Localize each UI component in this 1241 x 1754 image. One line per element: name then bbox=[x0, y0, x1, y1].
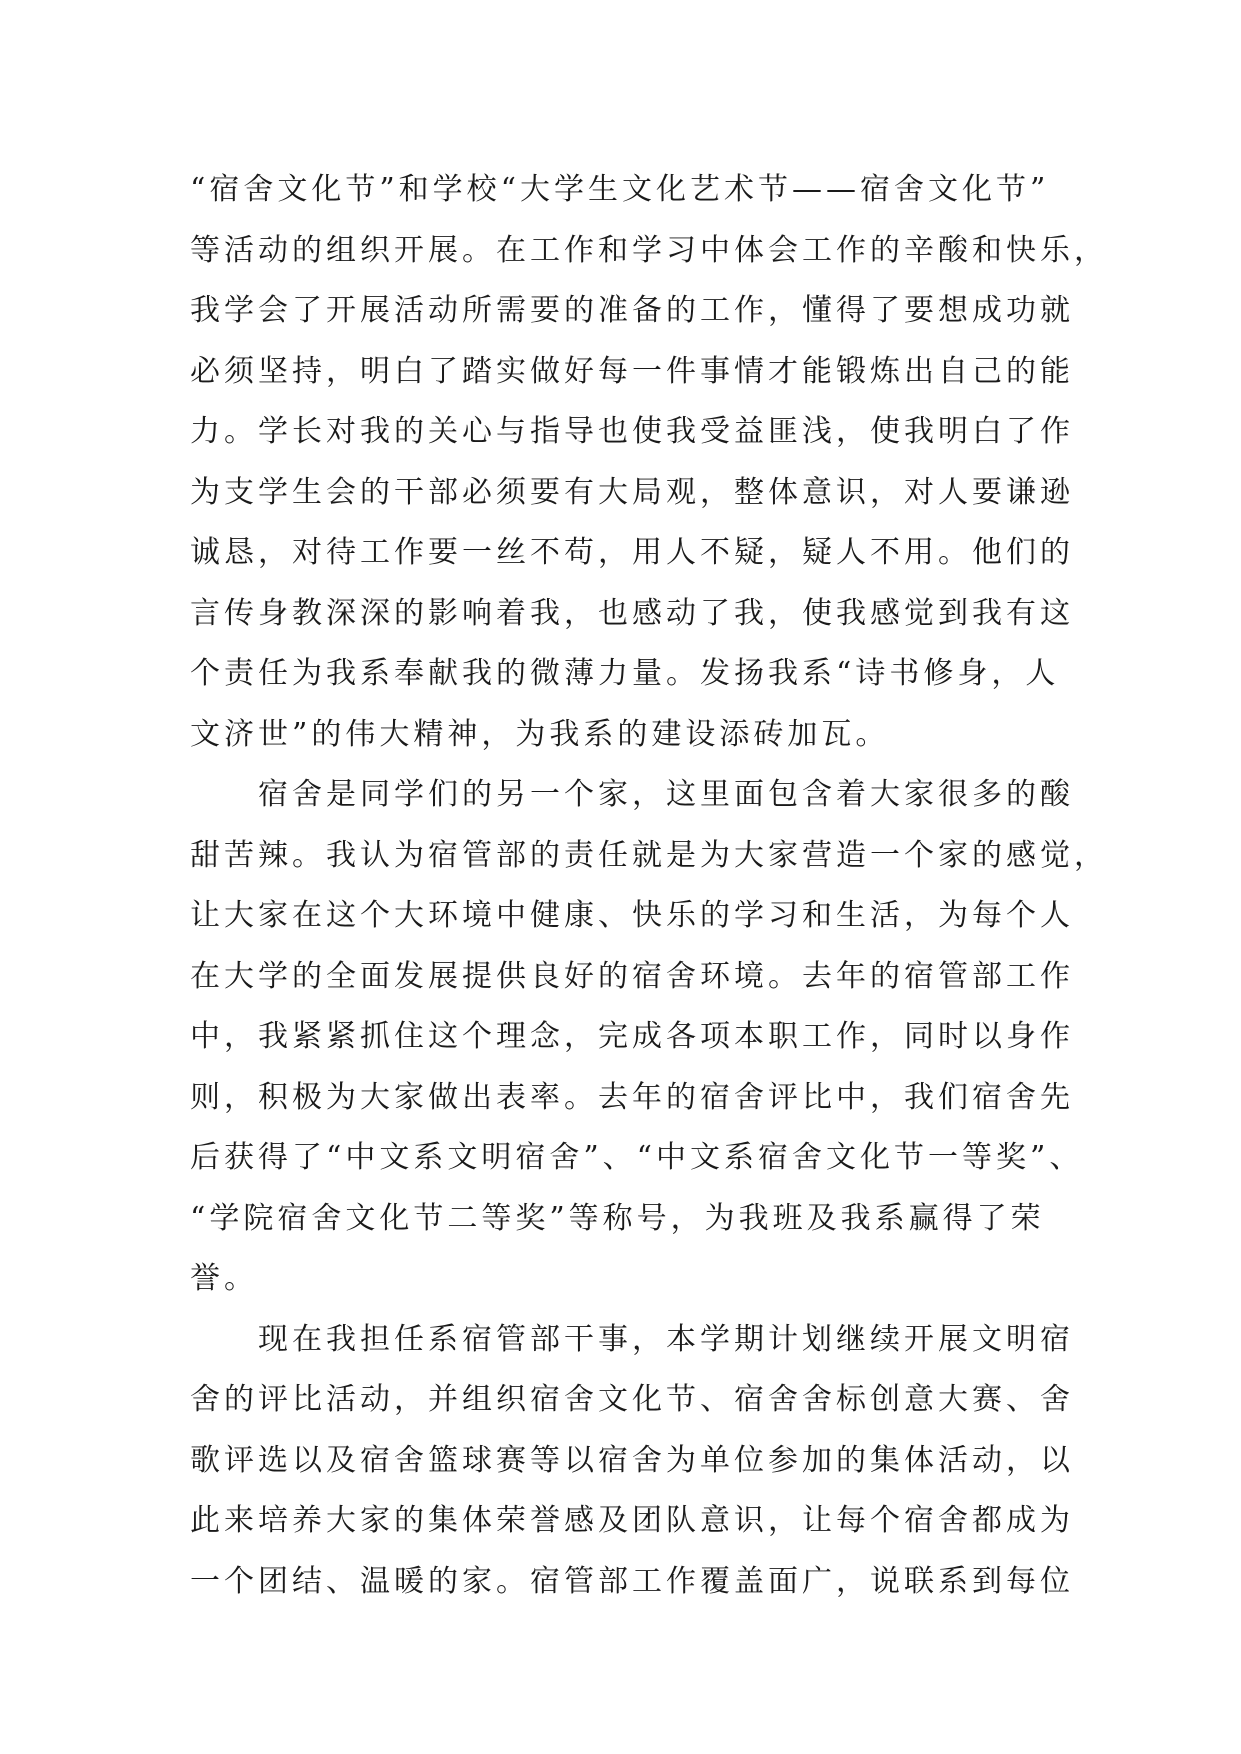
paragraph-3 bbox=[190, 1310, 1090, 1613]
text-line: 甜苦辣。我认为宿管部的责任就是为大家营造一个家的感觉， bbox=[190, 837, 1108, 873]
document-body bbox=[190, 160, 1108, 1612]
text-line: 中，我紧紧抓住这个理念，完成各项本职工作，同时以身作 bbox=[190, 1019, 1074, 1054]
text-line: 现在我担任系宿管部干事，本学期计划继续开展文明宿 bbox=[190, 1321, 1074, 1357]
text-line: “宿舍文化节”和学校“大学生文化艺术节——宿舍文化节” bbox=[190, 172, 1050, 207]
text-line: 让大家在这个大环境中健康、快乐的学习和生活，为每个人 bbox=[190, 898, 1074, 933]
paragraph-1 bbox=[190, 160, 1108, 765]
text-line: “学院宿舍文化节二等奖”等称号，为我班及我系赢得了荣 bbox=[190, 1200, 1045, 1236]
text-line: 必须坚持，明白了踏实做好每一件事情才能锻炼出自己的能 bbox=[190, 353, 1074, 389]
text-line: 在大学的全面发展提供良好的宿舍环境。去年的宿管部工作 bbox=[190, 958, 1074, 994]
text-line: 此来培养大家的集体荣誉感及团队意识，让每个宿舍都成为 bbox=[190, 1503, 1074, 1538]
text-line: 等活动的组织开展。在工作和学习中体会工作的辛酸和快乐， bbox=[190, 232, 1108, 268]
text-line: 后获得了“中文系文明宿舍”、“中文系宿舍文化节一等奖”、 bbox=[190, 1140, 1084, 1175]
text-line: 舍的评比活动，并组织宿舍文化节、宿舍舍标创意大赛、舍 bbox=[190, 1382, 1074, 1417]
text-line: 为支学生会的干部必须要有大局观，整体意识，对人要谦逊 bbox=[190, 474, 1074, 510]
text-line: 个责任为我系奉献我的微薄力量。发扬我系“诗书修身，人 bbox=[190, 656, 1060, 691]
paragraph-2 bbox=[190, 765, 1108, 1310]
text-line: 言传身教深深的影响着我，也感动了我，使我感觉到我有这 bbox=[190, 595, 1074, 631]
text-line: 文济世”的伟大精神，为我系的建设添砖加瓦。 bbox=[190, 716, 890, 752]
text-line: 誉。 bbox=[190, 1261, 258, 1296]
text-line: 则，积极为大家做出表率。去年的宿舍评比中，我们宿舍先 bbox=[190, 1079, 1074, 1115]
text-line: 歌评选以及宿舍篮球赛等以宿舍为单位参加的集体活动，以 bbox=[190, 1442, 1074, 1478]
text-line: 力。学长对我的关心与指导也使我受益匪浅，使我明白了作 bbox=[190, 414, 1074, 449]
text-line: 一个团结、温暖的家。宿管部工作覆盖面广，说联系到每位 bbox=[190, 1563, 1074, 1599]
text-line: 宿舍是同学们的另一个家，这里面包含着大家很多的酸 bbox=[190, 777, 1074, 812]
text-line: 诚恳，对待工作要一丝不苟，用人不疑，疑人不用。他们的 bbox=[190, 535, 1074, 570]
text-line: 我学会了开展活动所需要的准备的工作，懂得了要想成功就 bbox=[190, 293, 1074, 328]
